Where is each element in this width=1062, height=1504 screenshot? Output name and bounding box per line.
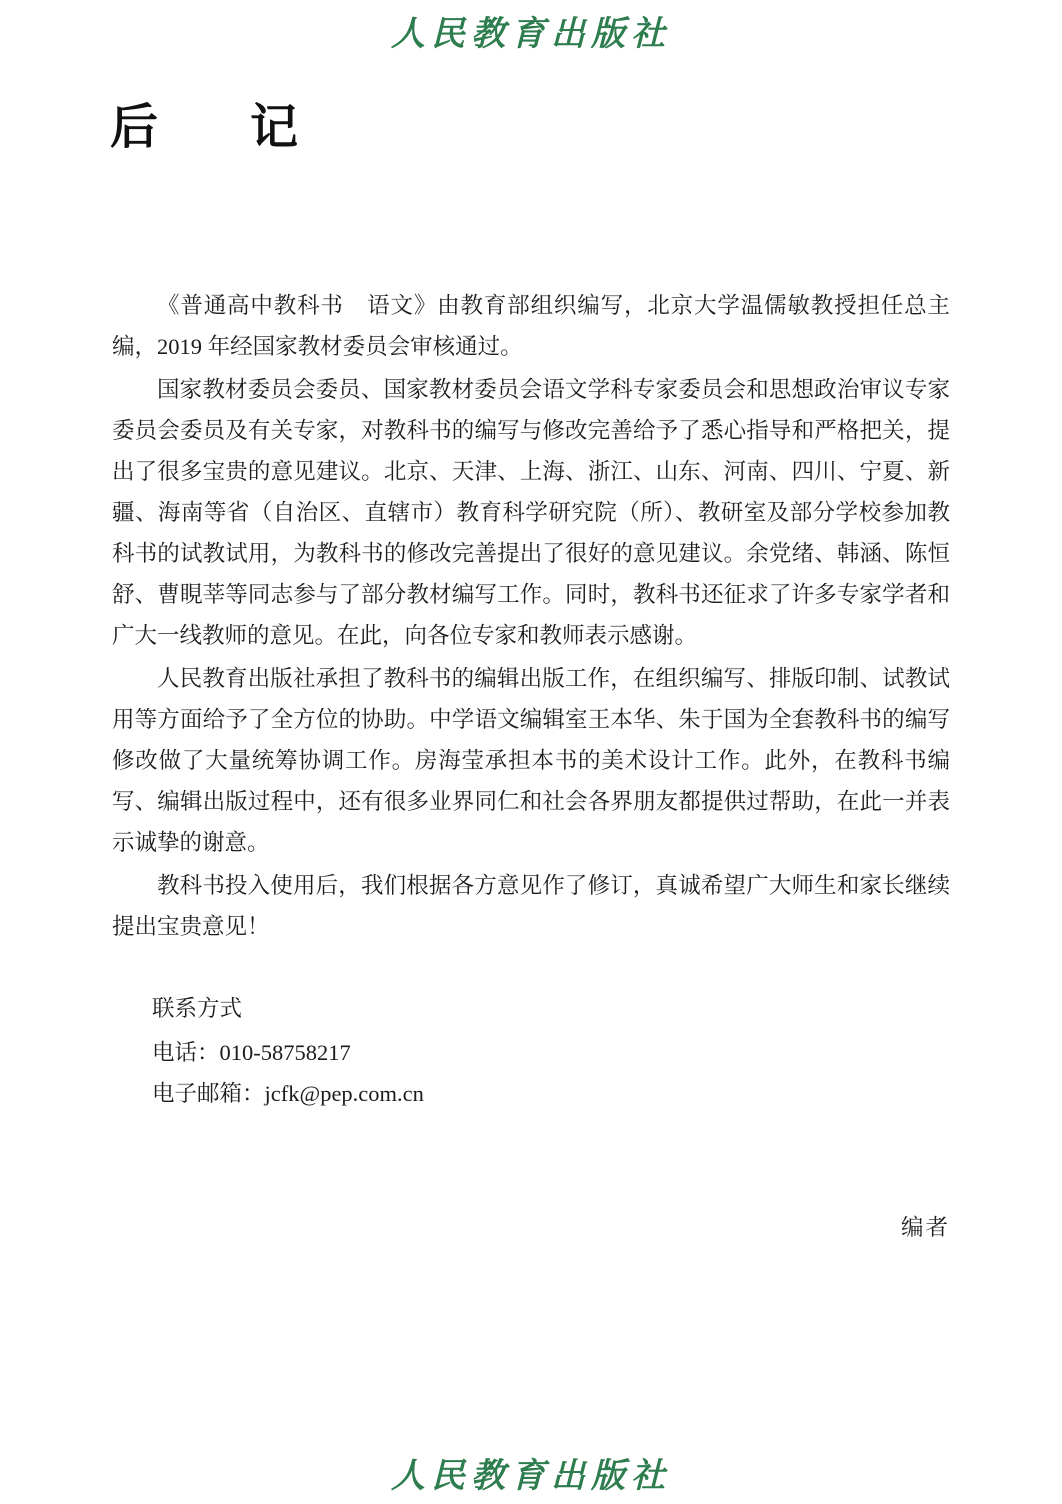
paragraph: 《普通高中教科书 语文》由教育部组织编写，北京大学温儒敏教授担任总主编，2019 年经国家教材委员会审核通过。 <box>112 293 950 359</box>
page-title: 后 记 <box>110 101 321 154</box>
contact-phone: 电话：010-58758217 <box>152 1040 351 1065</box>
body-text <box>112 285 950 949</box>
contact-block <box>152 988 852 1114</box>
paragraph: 教科书投入使用后，我们根据各方意见作了修订，真诚希望广大师生和家长继续提出宝贵意见！ <box>112 873 950 939</box>
signature: 编者 <box>900 1215 950 1240</box>
publisher-logo-top: 人民教育出版社 <box>391 16 671 53</box>
contact-email: 电子邮箱：jcfk@pep.com.cn <box>152 1081 424 1106</box>
paragraph: 人民教育出版社承担了教科书的编辑出版工作，在组织编写、排版印制、试教试用等方面给予了全方位的协助。中学语文编辑室王本华、朱于国为全套教科书的编写修改做了大量统筹协调工作。房海莹承担本书的美术设计工作。此外，在教科书编写、编辑出版过程中，还有很多业界同仁和社会各界朋友都提供过帮助，在此一并表示诚挚的谢意。 <box>112 666 950 855</box>
paragraph: 国家教材委员会委员、国家教材委员会语文学科专家委员会和思想政治审议专家委员会委员及有关专家，对教科书的编写与修改完善给予了悉心指导和严格把关，提出了很多宝贵的意见建议。北京、天津、上海、浙江、山东、河南、四川、宁夏、新疆、海南等省（自治区、直辖市）教育科学研究院（所）、教研室及部分学校参加教科书的试教试用，为教科书的修改完善提出了很好的意见建议。余党绪、韩涵、陈恒舒、曹睍莘等同志参与了部分教材编写工作。同时，教科书还征求了许多专家学者和广大一线教师的意见。在此，向各位专家和教师表示感谢。 <box>112 377 950 648</box>
publisher-logo-bottom: 人民教育出版社 <box>391 1458 671 1495</box>
contact-heading: 联系方式 <box>152 996 243 1021</box>
